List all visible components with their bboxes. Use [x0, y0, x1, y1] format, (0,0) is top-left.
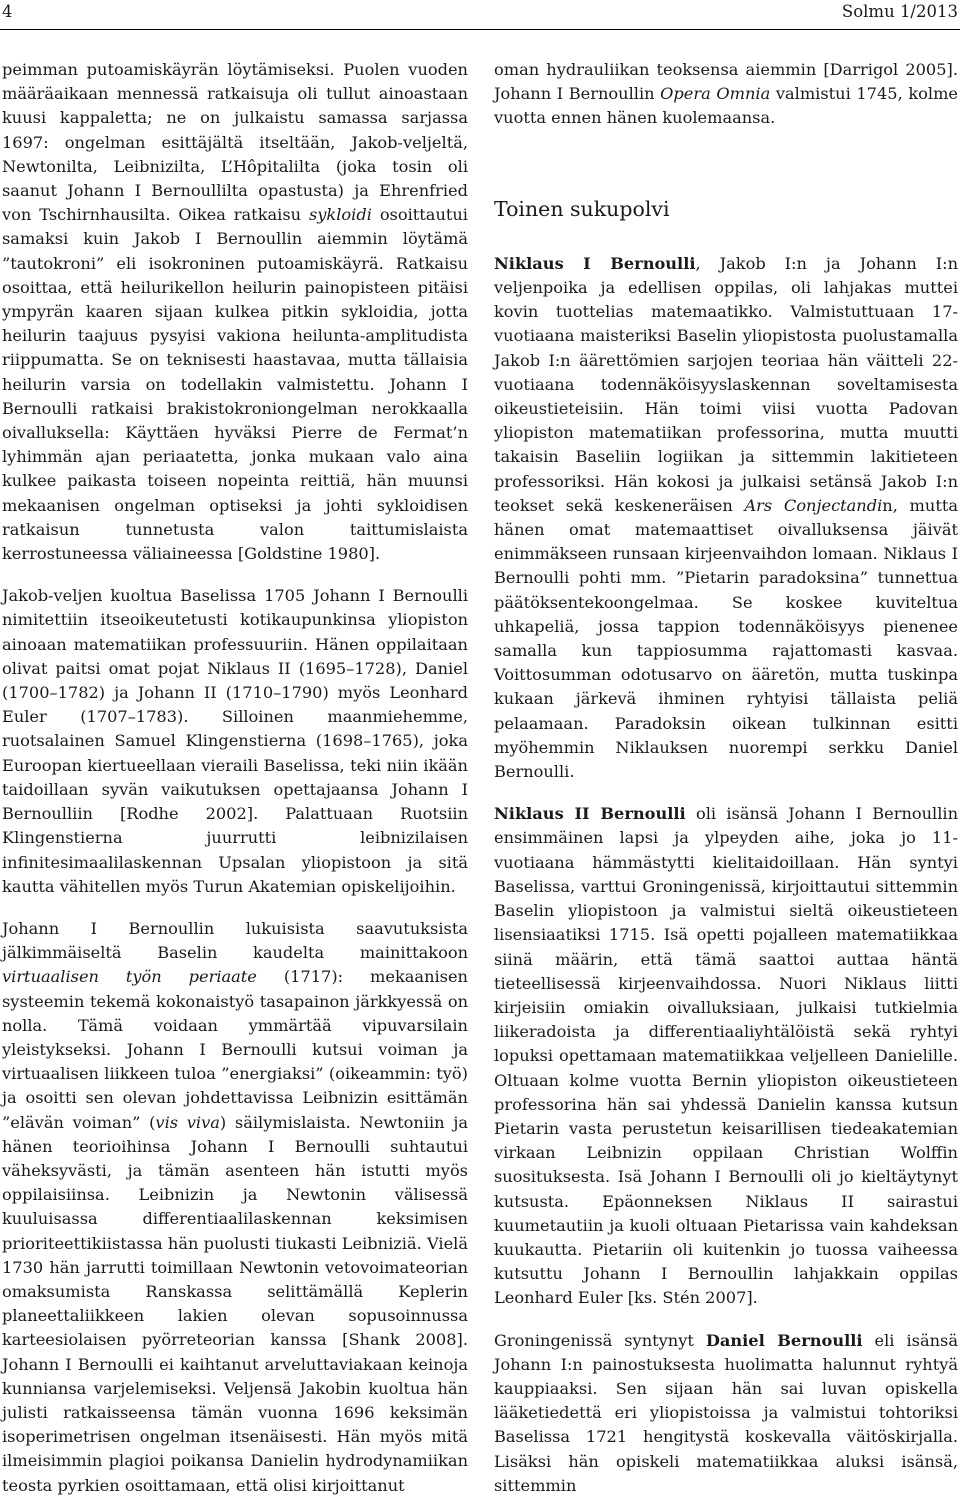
paragraph: Johann I Bernoullin lukuisista saavutuksista jälkimmäiseltä Baselin kaudelta mainittakoon virtuaalisen työn periaate (1717): mekaanisen systeemin tekemä kokonaistyö tasapainon järkkyessä on nolla. Tämä voidaan ymmärtää vipuvarsilain yleistykseksi. Johann I Bernoulli kutsui voiman ja virtuaalisen liikkeen tuloa ”energiaksi” (oikeammin: työ) ja osoitti sen olevan johdettavissa Leibnizin esittämän ”elävän voiman” (vis viva) säilymislaista. Newtoniin ja hänen teorioihinsa Johann I Bernoulli suhtautui väheksyvästi, ja tämän asenteen hän istutti myös oppilaisiinsa. Leibnizin ja Newtonin välisessä kuuluisassa differentiaalilaskennan keksimisen prioriteettikiistassa hän puolusti tiukasti Leibniziä. Vielä 1730 hän jarrutti toimillaan Newtonin vetovoimateorian omaksumista Ranskassa selittämällä Keplerin planeettaliikkeen lakien olevan sopusoinnussa karteesiolaisen pyörreteorian kanssa [Shank 2008]. Johann I Bernoulli ei kaihtanut arveluttaviakaan keinoja kunniansa varjelemiseksi. Veljensä Jakobin kuoltua hän julisti ratkaisseensa tämän vuonna 1696 keksimän isoperimetrisen ongelman itsenäisesti. Hän myös mitä ilmeisimmin plagioi poikansa Danielin hydrodynamiikan teosta pyrkien osoittamaan, että olisi kirjoittanut: [2, 918, 468, 1495]
paragraph: Niklaus I Bernoulli, Jakob I:n ja Johann I:n veljenpoika ja edellisen oppilas, oli lahjakas muttei kovin tuottelias matemaatikko. Valmistuttuaan 17-vuotiaana maisteriksi Baselin yliopistosta puolustamalla Jakob I:n äärettömien sarjojen teoriaa hän väitteli 22-vuotiaana todennäköisyyslaskennan soveltamisesta oikeustieteisiin. Hän toimi viisi vuotta Padovan yliopiston matematiikan professorina, mutta muutti takaisin Baseliin logiikan ja sittemmin lakitieteen professoriksi. Hän kokosi ja julkaisi setänsä Jakob I:n teokset sekä keskeneräisen Ars Conjectandin, mutta hänen omat matemaattiset oivalluksensa jäivät enimmäkseen runsaan kirjeenvaihdon lomaan. Niklaus I Bernoulli pohti mm. ”Pietarin paradoksina” tunnettua päätöksentekoongelmaa. Se koskee kuviteltua uhkapeliä, jossa tappion todennäköisyys pienenee samalla kun tappiosumma rajattomasti kasvaa. Voittosumman odotusarvo on ääretön, mutta tuskinpa kukaan järkevä ihminen ryhtyisi tällaista peliä pelaamaan. Paradoksin oikean tulkinnan esitti myöhemmin Niklauksen nuorempi serkku Daniel Bernoulli.: [494, 253, 958, 782]
paragraph: Groningenissä syntynyt Daniel Bernoulli eli isänsä Johann I:n painostuksesta huolimatta halunnut ryhtyä kauppiaaksi. Sen sijaan hän sai luvan opiskella lääketiedettä eri yliopistoissa ja valmistui tohtoriksi Baselissa 1721 hengitystä koskevalla väitöskirjalla. Lisäksi hän opiskeli matematiikkaa aluksi isänsä, sittemmin: [494, 1330, 958, 1495]
header-rule: [0, 29, 960, 30]
left-column: [2, 58, 468, 1498]
page-number: 4: [2, 2, 13, 21]
paragraph: Niklaus II Bernoulli oli isänsä Johann I Bernoullin ensimmäinen lapsi ja ylpeyden aihe, joka jo 11-vuotiaana hämmästytti kielitaidoillaan. Hän syntyi Baselissa, varttui Groningenissä, kirjoittautui sittemmin Baselin yliopistoon ja valmistui sieltä oikeustieteen lisensiaatiksi 1715. Isä opetti pojalleen matematiikkaa siinä määrin, että tämä saattoi auttaa häntä tieteellisessä kirjeenvaihdossa. Nuori Niklaus liitti kirjeisiin omiakin oivalluksiaan, julkaisi tutkielmia liikeradoista ja differentiaaliyhtälöistä sekä ryhtyi lopuksi opettamaan matematiikkaa veljelleen Danielille. Oltuaan kolme vuotta Bernin yliopiston oikeustieteen professorina hän sai yhdessä Danielin kanssa kutsun Pietarin vasta perustetun keisarillisen tiedeakatemian virkaan Leibnizin oppilaan Christian Wolffin suosituksesta. Isä Johann I Bernoulli oli jo kieltäytynyt kutsusta. Epäonneksen Niklaus II sairastui kuumetautiin ja kuoli oltuaan Pietarissa vain kahdeksan kuukautta. Pietariin oli kuitenkin jo tuossa vaiheessa kutsuttu Johann I Bernoullin lahjakkain oppilas Leonhard Euler [ks. Stén 2007].: [494, 804, 959, 1308]
section-heading: Toinen sukupolvi: [494, 196, 670, 221]
paragraph: peimman putoamiskäyrän löytämiseksi. Puolen vuoden määräaikaan mennessä ratkaisuja oli tullut ainoastaan kuusi kappaletta; ne on julkaistu samassa sarjassa 1697: ongelman esittäjältä itseltään, Jakob-veljeltä, Newtonilta, Leibnizilta, L’Hôpitalilta (joka tosin oli saanut Johann I Bernoullilta opastusta) ja Ehrenfried von Tschirnhausilta. Oikea ratkaisu sykloidi osoittautui samaksi kuin Jakob I Bernoullin aiemmin löytämä ”tautokroni” eli isokroninen putoamiskäyrä. Ratkaisu osoittaa, että heilurikellon heilurin painopisteen pitäisi ympyrän kaaren sijaan kulkea pitkin sykloidia, jotta heilurin taajuus pysyisi vakiona heilunta-amplitudista riippumatta. Se on teknisesti haastavaa, mutta tällaisia heilurin varsia on todellakin valmistettu. Johann I Bernoulli ratkaisi brakistokroniongelman nerokkaalla oivalluksella: Käyttäen hyväksi Pierre de Fermat’n lyhimmän ajan periaatetta, jonka mukaan valo aina kulkee paikasta toiseen nopeinta reittiä, hän muunsi mekaanisen ongelman optiseksi ja johti sykloidisen ratkaisun tunnetusta valon taittumislaista kerrostuneessa väliaineessa [Goldstine 1980].: [2, 60, 468, 564]
right-column: [494, 58, 958, 1498]
paragraph: oman hydrauliikan teoksensa aiemmin [Darrigol 2005]. Johann I Bernoullin Opera Omnia valmistui 1745, kolme vuotta ennen hänen kuolemaansa.: [494, 60, 958, 128]
paragraph: Jakob-veljen kuoltua Baselissa 1705 Johann I Bernoulli nimitettiin itseoikeutetusti kotikaupunkinsa yliopiston ainoaan matematiikan professuuriin. Hänen oppilaitaan olivat paitsi omat pojat Niklaus II (1695–1728), Daniel (1700–1782) ja Johann II (1710–1790) myös Leonhard Euler (1707–1783). Silloinen maanmiehemme, ruotsalainen Samuel Klingenstierna (1698–1765), joka Euroopan kiertueellaan vieraili Baselissa, teki niin ikään taidoillaan syvän vaikutuksen opettajaansa Johann I Bernoulliin [Rodhe 2002]. Palattuaan Ruotsiin Klingenstierna juurrutti leibnizilaisen infinitesimaalilaskennan Upsalan yliopistoon ja sitä kautta vähitellen myös Turun Akatemian opiskelijoihin.: [2, 586, 468, 896]
journal-issue: Solmu 1/2013: [841, 2, 958, 21]
page-header: [0, 0, 960, 30]
